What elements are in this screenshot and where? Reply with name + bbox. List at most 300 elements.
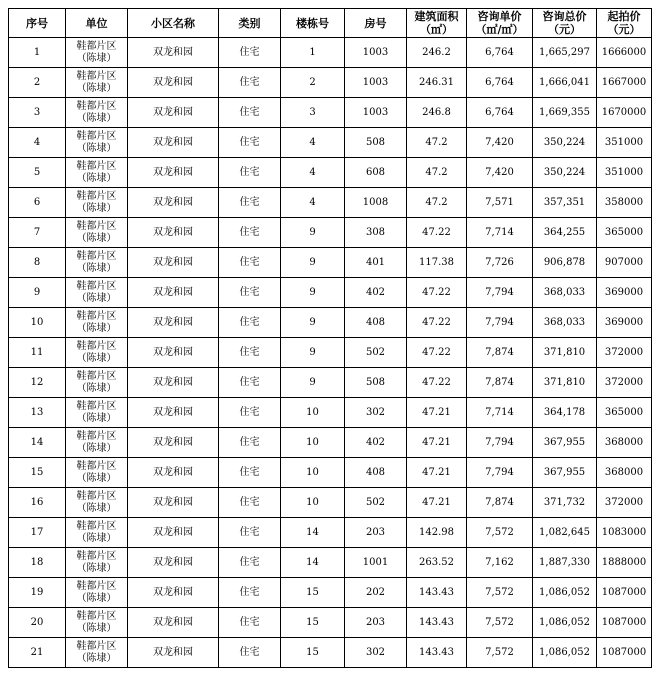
cell-unit-price: 6,764 (467, 98, 533, 128)
cell-area: 142.98 (407, 518, 467, 548)
auction-price-table (8, 8, 652, 668)
cell-room: 502 (345, 488, 407, 518)
cell-start-price: 372000 (597, 368, 652, 398)
cell-building: 9 (281, 308, 345, 338)
cell-total-price: 364,178 (533, 398, 597, 428)
header-label: 建筑面积 (414, 10, 459, 23)
unit-line: 鞋都片区 (76, 340, 117, 352)
cell-room: 1003 (345, 38, 407, 68)
cell-community: 双龙和园 (128, 308, 219, 338)
header-unit-price (467, 9, 533, 38)
unit-line: （陈埭） (76, 82, 117, 94)
cell-community: 双龙和园 (128, 368, 219, 398)
cell-category: 住宅 (219, 368, 281, 398)
cell-building: 15 (281, 608, 345, 638)
cell-unit-price: 7,572 (467, 638, 533, 668)
cell-building: 4 (281, 128, 345, 158)
unit-line: （陈埭） (76, 382, 117, 394)
cell-start-price: 1087000 (597, 638, 652, 668)
cell-community: 双龙和园 (128, 128, 219, 158)
cell-no: 16 (9, 488, 66, 518)
cell-room: 502 (345, 338, 407, 368)
header-area (407, 9, 467, 38)
cell-room: 402 (345, 428, 407, 458)
unit-line: （陈埭） (76, 652, 117, 664)
header-unit (66, 9, 128, 38)
cell-building: 15 (281, 638, 345, 668)
cell-building: 10 (281, 398, 345, 428)
header-label: 咨询单价 (477, 10, 522, 23)
cell-area: 47.22 (407, 308, 467, 338)
cell-unit-price: 6,764 (467, 38, 533, 68)
header-label: 起拍价 (607, 10, 641, 23)
unit-line: （陈埭） (76, 502, 117, 514)
cell-community: 双龙和园 (128, 428, 219, 458)
cell-start-price: 365000 (597, 398, 652, 428)
cell-total-price: 371,732 (533, 488, 597, 518)
unit-line: （陈埭） (76, 112, 117, 124)
cell-no: 19 (9, 578, 66, 608)
cell-no: 8 (9, 248, 66, 278)
cell-no: 21 (9, 638, 66, 668)
header-category (219, 9, 281, 38)
cell-no: 4 (9, 128, 66, 158)
unit-line: （陈埭） (76, 412, 117, 424)
cell-start-price: 1667000 (597, 68, 652, 98)
cell-category: 住宅 (219, 398, 281, 428)
unit-line: 鞋都片区 (76, 370, 117, 382)
header-unit-label: （㎡） (420, 23, 453, 36)
header-unit-label: （㎡/㎡） (475, 23, 524, 36)
cell-area: 47.22 (407, 368, 467, 398)
cell-unit (66, 308, 128, 338)
table-row (9, 188, 652, 218)
cell-total-price: 1,086,052 (533, 578, 597, 608)
cell-area: 47.22 (407, 278, 467, 308)
header-total-price (533, 9, 597, 38)
cell-total-price: 357,351 (533, 188, 597, 218)
unit-line: 鞋都片区 (76, 430, 117, 442)
header-room (345, 9, 407, 38)
unit-line: （陈埭） (76, 592, 117, 604)
table-row (9, 308, 652, 338)
unit-line: （陈埭） (76, 52, 117, 64)
cell-community: 双龙和园 (128, 518, 219, 548)
cell-no: 7 (9, 218, 66, 248)
cell-unit (66, 578, 128, 608)
table-row (9, 158, 652, 188)
cell-building: 15 (281, 578, 345, 608)
cell-unit-price: 7,874 (467, 368, 533, 398)
header-start-price (597, 9, 652, 38)
cell-unit (66, 338, 128, 368)
cell-unit-price: 7,571 (467, 188, 533, 218)
cell-start-price: 351000 (597, 158, 652, 188)
cell-community: 双龙和园 (128, 278, 219, 308)
cell-start-price: 372000 (597, 488, 652, 518)
cell-unit (66, 128, 128, 158)
cell-category: 住宅 (219, 458, 281, 488)
unit-line: 鞋都片区 (76, 100, 117, 112)
cell-community: 双龙和园 (128, 638, 219, 668)
cell-unit-price: 7,420 (467, 128, 533, 158)
cell-start-price: 368000 (597, 458, 652, 488)
cell-room: 1003 (345, 68, 407, 98)
header-label: 小区名称 (151, 16, 195, 30)
unit-line: 鞋都片区 (76, 250, 117, 262)
cell-room: 1008 (345, 188, 407, 218)
cell-unit-price: 7,794 (467, 458, 533, 488)
unit-line: 鞋都片区 (76, 160, 117, 172)
cell-area: 47.22 (407, 218, 467, 248)
unit-line: （陈埭） (76, 532, 117, 544)
cell-unit (66, 158, 128, 188)
table-row (9, 128, 652, 158)
cell-no: 6 (9, 188, 66, 218)
cell-unit-price: 7,572 (467, 518, 533, 548)
cell-category: 住宅 (219, 488, 281, 518)
cell-building: 10 (281, 488, 345, 518)
cell-start-price: 1888000 (597, 548, 652, 578)
unit-line: （陈埭） (76, 622, 117, 634)
cell-room: 302 (345, 638, 407, 668)
cell-unit (66, 638, 128, 668)
cell-unit (66, 608, 128, 638)
cell-area: 47.21 (407, 488, 467, 518)
cell-start-price: 1083000 (597, 518, 652, 548)
header-unit-label: （元） (607, 23, 641, 36)
cell-community: 双龙和园 (128, 398, 219, 428)
cell-building: 3 (281, 98, 345, 128)
cell-unit-price: 7,874 (467, 338, 533, 368)
table-row (9, 368, 652, 398)
cell-room: 508 (345, 368, 407, 398)
cell-total-price: 1,666,041 (533, 68, 597, 98)
unit-line: 鞋都片区 (76, 400, 117, 412)
table-row (9, 488, 652, 518)
cell-start-price: 1670000 (597, 98, 652, 128)
cell-start-price: 907000 (597, 248, 652, 278)
cell-no: 13 (9, 398, 66, 428)
cell-unit-price: 7,794 (467, 308, 533, 338)
cell-area: 47.21 (407, 428, 467, 458)
cell-building: 4 (281, 188, 345, 218)
cell-total-price: 364,255 (533, 218, 597, 248)
cell-community: 双龙和园 (128, 458, 219, 488)
cell-room: 203 (345, 518, 407, 548)
unit-line: 鞋都片区 (76, 520, 117, 532)
cell-room: 402 (345, 278, 407, 308)
header-label: 序号 (26, 16, 48, 30)
table-row (9, 518, 652, 548)
cell-room: 1001 (345, 548, 407, 578)
cell-unit (66, 188, 128, 218)
table-row (9, 98, 652, 128)
header-community (128, 9, 219, 38)
cell-building: 9 (281, 368, 345, 398)
unit-line: 鞋都片区 (76, 220, 117, 232)
cell-room: 408 (345, 458, 407, 488)
cell-room: 202 (345, 578, 407, 608)
unit-line: （陈埭） (76, 142, 117, 154)
unit-line: 鞋都片区 (76, 70, 117, 82)
cell-area: 246.8 (407, 98, 467, 128)
table-row (9, 638, 652, 668)
cell-category: 住宅 (219, 68, 281, 98)
header-label: 咨询总价 (542, 10, 587, 23)
cell-building: 9 (281, 278, 345, 308)
cell-building: 1 (281, 38, 345, 68)
cell-building: 2 (281, 68, 345, 98)
unit-line: 鞋都片区 (76, 640, 117, 652)
cell-total-price: 350,224 (533, 158, 597, 188)
cell-start-price: 1087000 (597, 608, 652, 638)
table-row (9, 548, 652, 578)
cell-building: 10 (281, 458, 345, 488)
cell-area: 117.38 (407, 248, 467, 278)
cell-area: 143.43 (407, 578, 467, 608)
cell-unit (66, 98, 128, 128)
cell-category: 住宅 (219, 38, 281, 68)
cell-no: 11 (9, 338, 66, 368)
header-building (281, 9, 345, 38)
cell-no: 14 (9, 428, 66, 458)
cell-unit (66, 428, 128, 458)
cell-total-price: 368,033 (533, 278, 597, 308)
unit-line: （陈埭） (76, 562, 117, 574)
cell-unit-price: 7,794 (467, 278, 533, 308)
cell-no: 15 (9, 458, 66, 488)
cell-area: 143.43 (407, 608, 467, 638)
cell-community: 双龙和园 (128, 578, 219, 608)
cell-category: 住宅 (219, 188, 281, 218)
cell-category: 住宅 (219, 428, 281, 458)
cell-total-price: 367,955 (533, 428, 597, 458)
header-unit-label: （元） (548, 23, 581, 36)
cell-unit (66, 548, 128, 578)
cell-area: 47.21 (407, 398, 467, 428)
cell-area: 47.2 (407, 158, 467, 188)
cell-total-price: 906,878 (533, 248, 597, 278)
cell-unit-price: 7,714 (467, 218, 533, 248)
cell-unit-price: 7,420 (467, 158, 533, 188)
cell-room: 203 (345, 608, 407, 638)
cell-community: 双龙和园 (128, 158, 219, 188)
header-label: 楼栋号 (296, 16, 329, 30)
cell-unit-price: 7,572 (467, 608, 533, 638)
cell-start-price: 365000 (597, 218, 652, 248)
table-row (9, 578, 652, 608)
cell-community: 双龙和园 (128, 218, 219, 248)
table-row (9, 278, 652, 308)
cell-room: 1003 (345, 98, 407, 128)
unit-line: 鞋都片区 (76, 490, 117, 502)
cell-category: 住宅 (219, 608, 281, 638)
unit-line: （陈埭） (76, 232, 117, 244)
cell-no: 18 (9, 548, 66, 578)
cell-unit-price: 6,764 (467, 68, 533, 98)
header-label: 房号 (364, 16, 387, 30)
cell-total-price: 367,955 (533, 458, 597, 488)
cell-total-price: 1,669,355 (533, 98, 597, 128)
unit-line: 鞋都片区 (76, 190, 117, 202)
cell-no: 12 (9, 368, 66, 398)
cell-unit (66, 398, 128, 428)
cell-no: 1 (9, 38, 66, 68)
cell-unit (66, 518, 128, 548)
cell-community: 双龙和园 (128, 98, 219, 128)
cell-total-price: 371,810 (533, 338, 597, 368)
cell-unit-price: 7,572 (467, 578, 533, 608)
cell-unit-price: 7,726 (467, 248, 533, 278)
unit-line: 鞋都片区 (76, 310, 117, 322)
cell-area: 47.21 (407, 458, 467, 488)
header-label: 单位 (85, 16, 108, 30)
cell-category: 住宅 (219, 308, 281, 338)
cell-no: 2 (9, 68, 66, 98)
unit-line: （陈埭） (76, 172, 117, 184)
unit-line: （陈埭） (76, 262, 117, 274)
cell-room: 302 (345, 398, 407, 428)
table-row (9, 338, 652, 368)
cell-category: 住宅 (219, 518, 281, 548)
unit-line: 鞋都片区 (76, 280, 117, 292)
cell-building: 9 (281, 218, 345, 248)
cell-building: 14 (281, 548, 345, 578)
cell-area: 47.22 (407, 338, 467, 368)
cell-unit (66, 218, 128, 248)
unit-line: （陈埭） (76, 202, 117, 214)
cell-area: 47.2 (407, 188, 467, 218)
cell-unit (66, 278, 128, 308)
cell-area: 263.52 (407, 548, 467, 578)
cell-category: 住宅 (219, 548, 281, 578)
cell-community: 双龙和园 (128, 248, 219, 278)
cell-unit (66, 248, 128, 278)
cell-total-price: 1,086,052 (533, 638, 597, 668)
cell-start-price: 369000 (597, 308, 652, 338)
cell-category: 住宅 (219, 98, 281, 128)
cell-start-price: 358000 (597, 188, 652, 218)
cell-unit (66, 458, 128, 488)
cell-start-price: 351000 (597, 128, 652, 158)
cell-unit (66, 38, 128, 68)
cell-unit (66, 68, 128, 98)
unit-line: （陈埭） (76, 322, 117, 334)
cell-no: 3 (9, 98, 66, 128)
cell-building: 4 (281, 158, 345, 188)
cell-total-price: 1,665,297 (533, 38, 597, 68)
unit-line: 鞋都片区 (76, 130, 117, 142)
cell-no: 9 (9, 278, 66, 308)
cell-total-price: 1,082,645 (533, 518, 597, 548)
header-label: 类别 (238, 16, 261, 30)
cell-building: 10 (281, 428, 345, 458)
cell-room: 401 (345, 248, 407, 278)
cell-unit-price: 7,162 (467, 548, 533, 578)
unit-line: 鞋都片区 (76, 610, 117, 622)
cell-start-price: 1666000 (597, 38, 652, 68)
cell-building: 9 (281, 338, 345, 368)
table-row (9, 458, 652, 488)
cell-no: 17 (9, 518, 66, 548)
cell-category: 住宅 (219, 338, 281, 368)
cell-area: 246.2 (407, 38, 467, 68)
cell-community: 双龙和园 (128, 338, 219, 368)
cell-room: 508 (345, 128, 407, 158)
cell-community: 双龙和园 (128, 608, 219, 638)
cell-area: 47.2 (407, 128, 467, 158)
cell-area: 143.43 (407, 638, 467, 668)
table-row (9, 38, 652, 68)
cell-category: 住宅 (219, 158, 281, 188)
cell-room: 308 (345, 218, 407, 248)
cell-unit-price: 7,794 (467, 428, 533, 458)
cell-start-price: 372000 (597, 338, 652, 368)
table-row (9, 68, 652, 98)
cell-total-price: 1,086,052 (533, 608, 597, 638)
unit-line: 鞋都片区 (76, 460, 117, 472)
unit-line: （陈埭） (76, 292, 117, 304)
unit-line: （陈埭） (76, 442, 117, 454)
table-row (9, 248, 652, 278)
cell-room: 608 (345, 158, 407, 188)
cell-community: 双龙和园 (128, 488, 219, 518)
table-row (9, 218, 652, 248)
cell-community: 双龙和园 (128, 38, 219, 68)
cell-category: 住宅 (219, 578, 281, 608)
header-row (9, 9, 652, 38)
cell-community: 双龙和园 (128, 188, 219, 218)
table-body (9, 38, 652, 668)
unit-line: 鞋都片区 (76, 40, 117, 52)
cell-community: 双龙和园 (128, 68, 219, 98)
cell-unit (66, 368, 128, 398)
cell-category: 住宅 (219, 278, 281, 308)
table-row (9, 428, 652, 458)
cell-category: 住宅 (219, 128, 281, 158)
unit-line: （陈埭） (76, 472, 117, 484)
header-no (9, 9, 66, 38)
cell-community: 双龙和园 (128, 548, 219, 578)
unit-line: 鞋都片区 (76, 580, 117, 592)
table-row (9, 608, 652, 638)
cell-unit-price: 7,874 (467, 488, 533, 518)
unit-line: 鞋都片区 (76, 550, 117, 562)
cell-total-price: 350,224 (533, 128, 597, 158)
cell-unit-price: 7,714 (467, 398, 533, 428)
cell-start-price: 369000 (597, 278, 652, 308)
cell-start-price: 368000 (597, 428, 652, 458)
cell-no: 10 (9, 308, 66, 338)
cell-no: 5 (9, 158, 66, 188)
unit-line: （陈埭） (76, 352, 117, 364)
cell-area: 246.31 (407, 68, 467, 98)
cell-category: 住宅 (219, 248, 281, 278)
cell-unit (66, 488, 128, 518)
cell-room: 408 (345, 308, 407, 338)
cell-total-price: 1,887,330 (533, 548, 597, 578)
cell-total-price: 368,033 (533, 308, 597, 338)
table-row (9, 398, 652, 428)
cell-category: 住宅 (219, 218, 281, 248)
cell-start-price: 1087000 (597, 578, 652, 608)
cell-no: 20 (9, 608, 66, 638)
cell-category: 住宅 (219, 638, 281, 668)
cell-building: 9 (281, 248, 345, 278)
document-page (8, 8, 652, 668)
cell-total-price: 371,810 (533, 368, 597, 398)
